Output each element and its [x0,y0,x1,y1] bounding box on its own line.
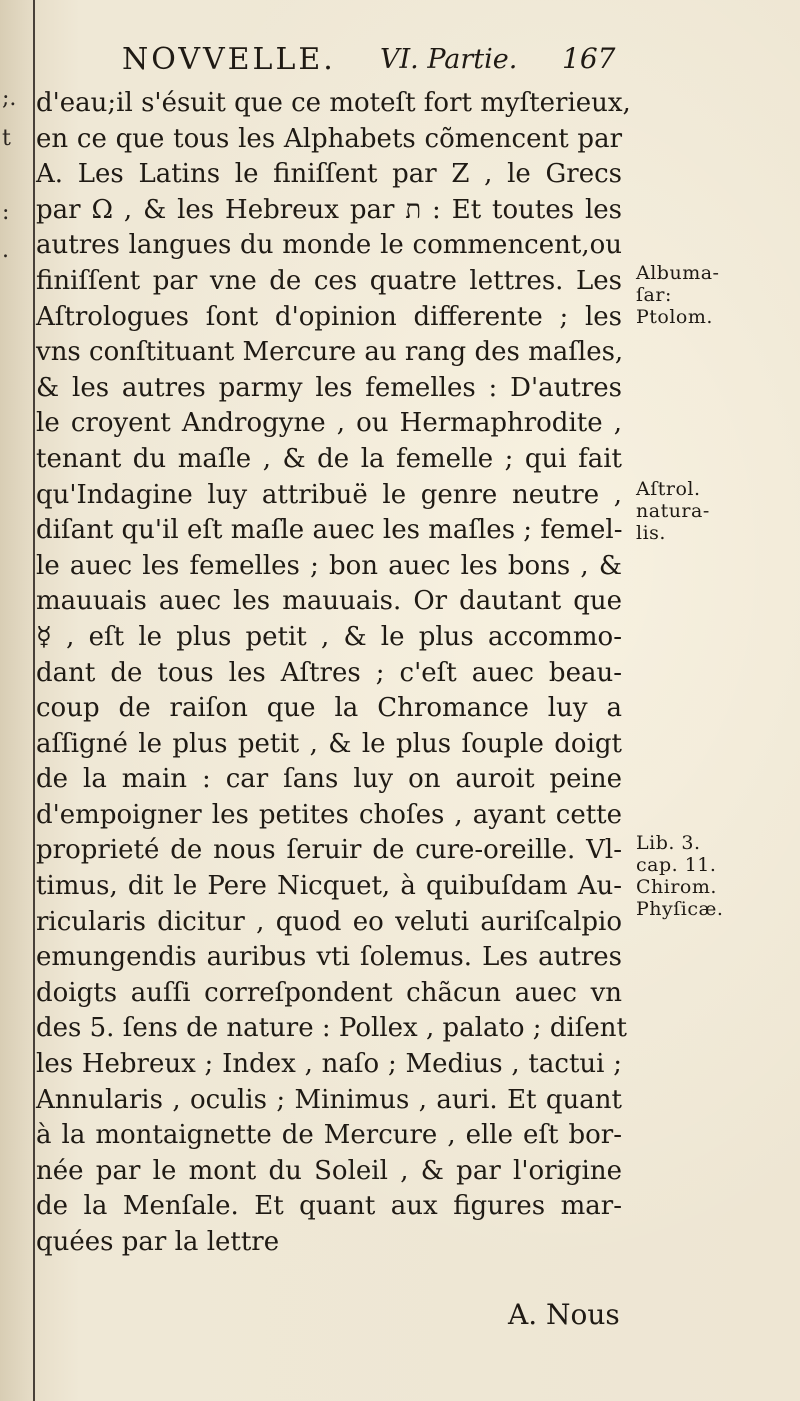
text-line: & les autres parmy les femelles : D'autres [36,372,622,403]
margin-note-line: ſar: [636,284,672,306]
header-part: VI. Partie. [380,44,518,75]
binding-gutter-line [33,0,35,1401]
text-line: les Hebreux ; Index , naſo ; Medius , tactui ; [36,1049,622,1080]
page-number: 167 [562,42,616,75]
text-line: qu'Indagine luy attribuë le genre neutre , [36,479,622,510]
text-line: de la main : car ſans luy on auroit peine [36,764,622,795]
text-line: Annularis , oculis ; Minimus , auri. Et quant [36,1084,622,1115]
text-line: le croyent Androgyne , ou Hermaphrodite , [36,408,622,439]
text-line: proprieté de nous ſeruir de cure-oreille. Vl- [36,835,622,866]
text-line: diſant qu'il eſt maſle auec les maſles ; femel- [36,515,623,546]
text-line: par Ω , & les Hebreux par ת : Et toutes les [36,194,622,225]
text-line: Aſtrologues ſont d'opinion differente ; les [36,301,622,332]
text-line: quées par la lettre [36,1227,280,1257]
left-edge-fragments [0,0,30,1401]
text-line: en ce que tous les Alphabets cõmencent par [36,123,622,154]
text-line: dant de tous les Aſtres ; c'eſt auec beau- [36,657,622,688]
text-line: ricularis dicitur , quod eo veluti auriſcalpio [36,906,622,937]
edge-fragment: . [2,238,9,263]
margin-note-line: Albuma- [636,262,720,284]
margin-note-line: Chirom. [636,876,717,898]
text-line: autres langues du monde le commencent,ou [36,230,622,261]
main-text-block [36,86,631,1261]
margin-note-line: cap. 11. [636,854,717,876]
text-line: mauuais auec les mauuais. Or dautant que [36,586,622,617]
edge-fragment: ;. [2,86,17,111]
text-line: emungendis auribus vti ſolemus. Les autres [36,942,622,973]
text-line: à la montaignette de Mercure , elle eſt bor- [36,1120,622,1151]
text-line: née par le mont du Soleil , & par l'origine [36,1155,622,1186]
margin-note-albumasar [636,262,719,328]
text-line: des 5. ſens de nature : Pollex , palato ; diſent [36,1013,627,1044]
margin-note-line: Aſtrol. [636,478,701,500]
edge-fragment: t [2,126,11,151]
margin-note-line: lis. [636,522,666,544]
margin-note-line: Ptolom. [636,306,713,328]
text-line: vns conſtituant Mercure au rang des maſles, [36,337,624,368]
text-line: le auec les femelles ; bon auec les bons , & [36,550,622,581]
edge-fragment: : [2,200,10,225]
margin-note-astrol [636,478,710,544]
header-title: NOVVELLE. [122,42,336,77]
margin-note-chirom [636,832,723,920]
text-line: coup de raiſon que la Chromance luy a [36,693,622,724]
text-line: doigts auſſi correſpondent chãcun auec vn [36,977,622,1008]
margin-note-line: Phyſicæ. [636,898,724,920]
catchword: A. Nous [508,1298,620,1331]
text-line: d'eau;il s'ésuit que ce moteſt fort myſterieux, [36,88,631,118]
margin-note-line: Lib. 3. [636,832,701,854]
running-header [112,42,632,84]
margin-note-line: natura- [636,500,710,522]
text-line: ☿ , eſt le plus petit , & le plus accommo- [36,621,622,652]
text-line: timus, dit le Pere Nicquet, à quibuſdam Au- [36,871,622,902]
text-line: A. Les Latins le finiſſent par Z , le Grecs [36,159,622,190]
text-line: aſſigné le plus petit , & le plus ſouple doigt [36,728,622,759]
text-line: tenant du maſle , & de la femelle ; qui fait [36,443,622,474]
text-line: finiſſent par vne de ces quatre lettres. Les [36,265,622,296]
text-line: d'empoigner les petites choſes , ayant cette [36,799,622,830]
text-line: de la Menſale. Et quant aux figures mar- [36,1191,622,1222]
